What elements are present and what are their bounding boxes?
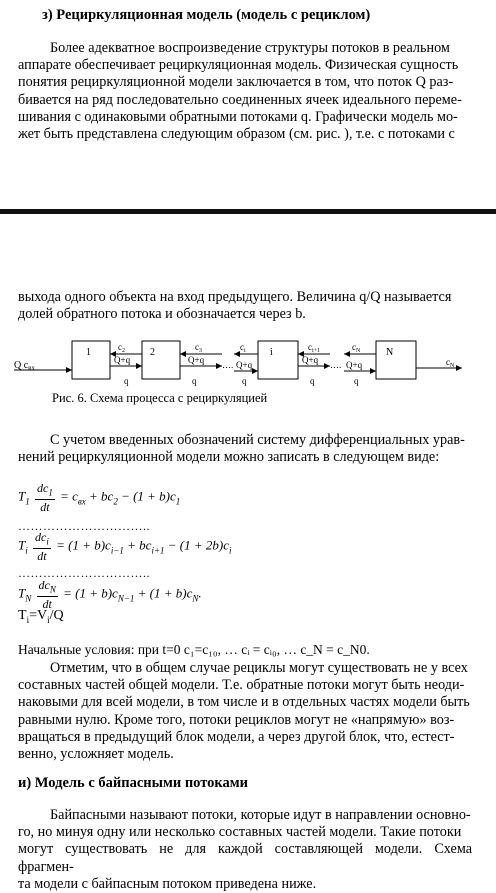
bypass-paragraph [18,807,472,893]
system-intro-paragraph [18,432,472,466]
cell-block-n [376,341,416,379]
fraction: $\frac{dc_1}{dt}$ [36,481,53,515]
remark-paragraph [18,660,472,763]
para-line: Более адекватное воспроизведение структуры потоков в реальном [50,40,450,56]
block-label: i [270,347,273,358]
block-label: 1 [86,347,91,358]
cell-block-2 [142,341,180,379]
para-line: венно, усложняет модель. [18,746,174,763]
back-flow-label: q [310,376,315,386]
ti-relation: $T_i=V_i/Q$ [18,608,64,625]
flow-label: Q+q [302,355,319,365]
para-line: равными нулю. Кроме того, потоки рециклов могут не «напрямую» воз- [18,711,455,728]
para-line: шивания с одинаковыми обратными потоками q. Графически модель мо- [18,108,458,125]
section-title-bypass: и) Модель с байпасными потоками [18,775,249,791]
para-line: наковыми для всей модели, в том числе и в отдельных частях модели быть [18,694,470,711]
back-flow-label: q [354,376,359,386]
ellipsis: …. [222,360,234,370]
flow-label: Q+q [236,360,253,370]
input-label: Q $c_{вх}$ [14,360,35,372]
para-line: Байпасными называют потоки, которые идут в направлении основно- [50,807,471,823]
cell-block-i [258,341,298,379]
ellipsis: …. [330,360,342,370]
para-line: та модели с байпасным потоком приведена ниже. [18,875,317,892]
page-divider [0,209,496,214]
conc-label: $c_N$ [352,342,361,354]
back-flow-label: q [124,376,129,386]
continuation-paragraph [18,289,472,323]
figure-caption: Рис. 6. Схема процесса с рециркуляцией [52,391,268,405]
para-line: го, но минуя одну или несколько составных частей модели. Такие потоки [18,824,462,841]
conc-label: $c_i$ [240,342,246,354]
fraction: $\frac{dc_N}{dt}$ [38,578,56,612]
block-label: N [386,347,394,358]
conc-label: $c_{i+1}$ [308,342,321,354]
conc-label: $c_2$ [118,342,125,354]
para-line: составных частей общей модели. Т.е. обратные потоки могут быть неоди- [18,677,465,694]
flow-label: Q+q [346,360,363,370]
flow-label: Q+q [188,355,205,365]
recirculation-diagram [0,332,496,392]
fraction: $\frac{dc_i}{dt}$ [35,530,49,564]
para-line: жет быть представлена следующим образом (см. рис. ), т.е. с потоками с [18,126,455,143]
block-label: 2 [150,347,155,358]
output-label: $c_N$ [446,357,455,369]
ellipsis-row: ………………………….. [18,519,150,533]
para-line: выхода одного объекта на вход предыдущего. Величина q/Q называется [18,289,452,305]
para-line [18,74,472,91]
para-line: Отметим, что в общем случае рециклы могут существовать не у всех [50,660,468,676]
para-line: аппарате обеспечивает рециркуляционная модель. Физическая сущность [18,57,459,74]
back-flow-label: q [192,376,197,386]
conc-label: $c_3$ [195,342,202,354]
para-line: долей обратного потока и обозначается через b. [18,306,306,323]
recirculation-paragraph [18,40,472,143]
equation-1: $T_1$ $\frac{dc_1}{dt}$ = $c_{вх} + bc_2 - (1 + b)c_1$ [18,481,181,515]
initial-conditions: Начальные условия: при t=0 c₁=c₁₀, … cᵢ = cᵢ₀, … c_N = c_N0. [18,642,370,657]
cell-block-1 [72,341,110,379]
para-line: могут существовать не для каждой составляющей модели. Схема фрагмен- [18,841,472,875]
ellipsis-row: ………………………….. [18,566,150,580]
para-line-text: понятия рециркуляционной модели заключается в том, что поток Q раз- [18,74,454,91]
para-line: С учетом введенных обозначений систему дифференциальных урав- [50,432,465,448]
para-line: нений рециркуляционной модели можно записать в следующем виде: [18,449,440,466]
para-line: бивается на ряд последовательно соединенных ячеек идеального переме- [18,91,462,108]
back-flow-label: q [242,376,247,386]
section-title-recirculation: з) Рециркуляционная модель (модель с рециклом) [42,7,371,23]
equation-i: $T_i$ $\frac{dc_i}{dt}$ = $(1 + b)c_{i-1} + bc_{i+1} - (1 + 2b)c_i$ [18,530,232,564]
flow-label: Q+q [114,355,131,365]
equation-n: $T_N$ $\frac{dc_N}{dt}$ = $(1 + b)c_{N-1} + (1 + b)c_N$. [18,578,202,612]
para-line: вращаться в предыдущий блок модели, а через другой блок, что, естест- [18,728,455,745]
